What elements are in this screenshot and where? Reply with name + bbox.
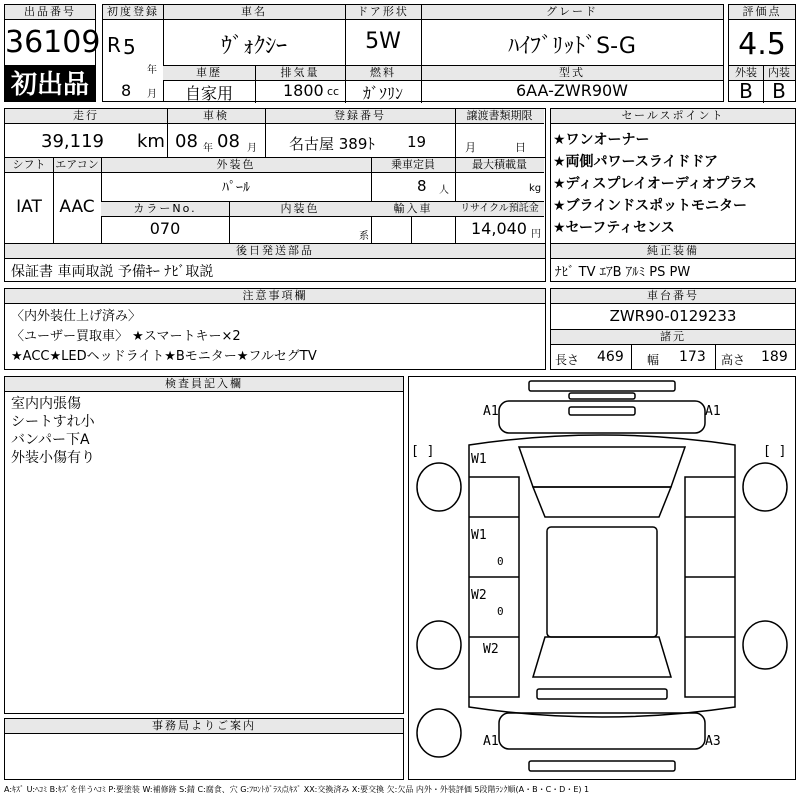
ac-label: エアコン	[53, 158, 101, 173]
car-name: ｳﾞｫｸｼｰ	[220, 34, 287, 59]
car-diagram	[409, 377, 795, 779]
displacement-label: 排気量	[255, 66, 345, 81]
damage-mark: A1	[483, 734, 499, 749]
interior-value: B	[772, 79, 786, 103]
bracket-left: [ ]	[411, 444, 435, 459]
inspector-label: 検査員記入欄	[5, 377, 403, 392]
shift-label: シフト	[5, 158, 53, 173]
notes-lines	[11, 307, 541, 367]
inspection-month: 08	[217, 131, 240, 152]
model-value: 6AA-ZWR90W	[515, 81, 628, 100]
inspection-year: 08	[175, 131, 198, 152]
sales-point-item: ★セーフティセンス	[553, 220, 675, 236]
score-box	[728, 4, 796, 102]
year-value: 5	[123, 35, 136, 59]
plate-number: 19	[407, 133, 427, 151]
later-parts-label: 後日発送部品	[5, 244, 545, 259]
door-label: ドア形状	[345, 5, 421, 20]
plate-label: 登録番号	[265, 109, 455, 124]
car-name-label: 車名	[163, 5, 345, 20]
legend-text: A:ｷｽﾞ U:ﾍｺﾐ B:ｷｽﾞを伴うﾍｺﾐ P:要塗装 W:補修跡 S:錆 C:腐食、穴 G:ﾌﾛﾝﾄｶﾞﾗｽ点ｷｽﾞ XX:交換済み X:要交換 欠:欠品 内外・外装評価 5段階ﾗﾝｸ順(A・B・C・D・E) 1	[4, 785, 590, 794]
docs-day-unit: 日	[515, 141, 526, 154]
damage-mark: W1	[471, 452, 487, 467]
fuel-label: 燃料	[345, 66, 421, 81]
capacity-unit: 人	[439, 185, 449, 196]
sales-points-box	[550, 108, 796, 282]
damage-mark: W2	[483, 642, 499, 657]
lot-number-box	[4, 4, 101, 66]
color-no-label: カラーNo.	[101, 202, 229, 217]
mileage-label: 走行	[5, 109, 167, 124]
sales-point-item: ★ブラインドスポットモニター	[553, 198, 747, 214]
zero-mark: 0	[497, 605, 504, 618]
inspector-line: バンパー下A	[11, 432, 90, 448]
height-value: 189	[761, 349, 788, 365]
office-label: 事務局よりご案内	[5, 719, 403, 734]
recycle-value: 14,040	[471, 219, 527, 238]
dims-label: 諸元	[551, 330, 795, 345]
interior-label: 内装	[763, 66, 795, 81]
inspector-lines	[11, 395, 391, 467]
inspection-year-unit: 年	[203, 143, 213, 154]
sales-point-item: ★ワンオーナー	[553, 132, 650, 148]
sales-points-list	[553, 129, 793, 239]
note-line: 〈ユーザー買取車〉 ★スマートキー×2	[11, 329, 241, 344]
zero-mark: 0	[497, 555, 504, 568]
grade-label: グレード	[421, 5, 723, 20]
shift-value: IAT	[16, 197, 42, 217]
inspector-box	[4, 376, 404, 714]
damage-mark: A1	[483, 404, 499, 419]
vehicle-header-box	[102, 4, 724, 102]
notes-box	[4, 288, 546, 370]
displacement-value: 1800	[283, 81, 324, 100]
score-value: 4.5	[738, 27, 786, 62]
chassis-value: ZWR90-0129233	[609, 307, 737, 325]
model-label: 型式	[421, 66, 723, 81]
genuine-value: ﾅﾋﾞ TV ｴｱB ｱﾙﾐ PS PW	[555, 265, 691, 280]
inspector-line: シートすれ小	[11, 414, 95, 430]
capacity-value: 8	[417, 177, 427, 195]
displacement-unit: cc	[327, 85, 340, 98]
exterior-value: B	[739, 79, 753, 103]
recycle-label: リサイクル預託金	[455, 202, 544, 217]
first-listing-badge: 初出品	[4, 66, 96, 102]
note-line: ★ACC★LEDヘッドライト★Bモニター★フルセグTV	[11, 349, 317, 364]
capacity-label: 乗車定員	[371, 158, 455, 173]
docs-label: 譲渡書類期限	[455, 109, 544, 124]
recycle-unit: 円	[531, 229, 541, 240]
bracket-right: [ ]	[763, 444, 787, 459]
sales-point-item: ★両側パワースライドドア	[553, 154, 719, 170]
lot-number-label: 出品番号	[5, 5, 95, 20]
mileage-value: 39,119	[41, 131, 104, 152]
lot-number: 36109	[5, 25, 101, 60]
load-unit: kg	[529, 183, 542, 194]
import-label: 輸入車	[371, 202, 455, 217]
ext-color-label: 外装色	[101, 158, 371, 173]
month-unit: 月	[147, 89, 157, 100]
length-value: 469	[597, 349, 624, 365]
inspector-line: 外装小傷有り	[11, 450, 95, 466]
notes-label: 注意事項欄	[5, 289, 545, 304]
later-parts-value: 保証書 車両取説 予備ｷｰ ﾅﾋﾞ取説	[11, 264, 214, 280]
chassis-label: 車台番号	[551, 289, 795, 304]
ac-value: AAC	[59, 197, 95, 217]
score-label: 評価点	[729, 5, 795, 20]
exterior-label: 外装	[729, 66, 763, 81]
width-label: 幅	[647, 353, 660, 367]
history-label: 車歴	[163, 66, 255, 81]
era-letter: R	[107, 33, 121, 57]
inspection-label: 車検	[167, 109, 265, 124]
history-value: 自家用	[184, 84, 233, 103]
ext-color-value: ﾊﾟｰﾙ	[222, 180, 250, 196]
mileage-unit: km	[137, 131, 165, 152]
damage-mark: W1	[471, 528, 487, 543]
height-label: 高さ	[721, 353, 746, 367]
plate-value: 名古屋 389ﾄ	[289, 135, 375, 153]
door-value: 5W	[365, 29, 401, 54]
genuine-label: 純正装備	[551, 244, 795, 259]
load-label: 最大積載量	[455, 158, 544, 173]
chassis-box	[550, 288, 796, 370]
first-reg-label: 初度登録	[103, 5, 163, 20]
grade-value: ﾊｲﾌﾞﾘｯﾄﾞS-G	[508, 34, 636, 59]
damage-mark: A1	[705, 404, 721, 419]
damage-diagram-box	[408, 376, 796, 780]
docs-month-unit: 月	[465, 141, 476, 154]
month-value: 8	[121, 81, 132, 100]
damage-mark: W2	[471, 588, 487, 603]
inspector-line: 室内内張傷	[11, 396, 81, 412]
inspection-month-unit: 月	[247, 143, 257, 154]
damage-mark: A3	[705, 734, 721, 749]
length-label: 長さ	[555, 353, 580, 367]
office-box	[4, 718, 404, 780]
sales-label: セールスポイント	[551, 109, 795, 124]
details-box	[4, 108, 546, 282]
width-value: 173	[679, 349, 706, 365]
int-color-unit: 系	[359, 231, 369, 242]
int-color-label: 内装色	[229, 202, 371, 217]
note-line: 〈内外装仕上げ済み〉	[11, 309, 142, 324]
color-no-value: 070	[149, 219, 181, 238]
sales-point-item: ★ディスプレイオーディオプラス	[553, 176, 757, 192]
fuel-value: ｶﾞｿﾘﾝ	[362, 84, 403, 103]
year-unit: 年	[147, 65, 157, 76]
